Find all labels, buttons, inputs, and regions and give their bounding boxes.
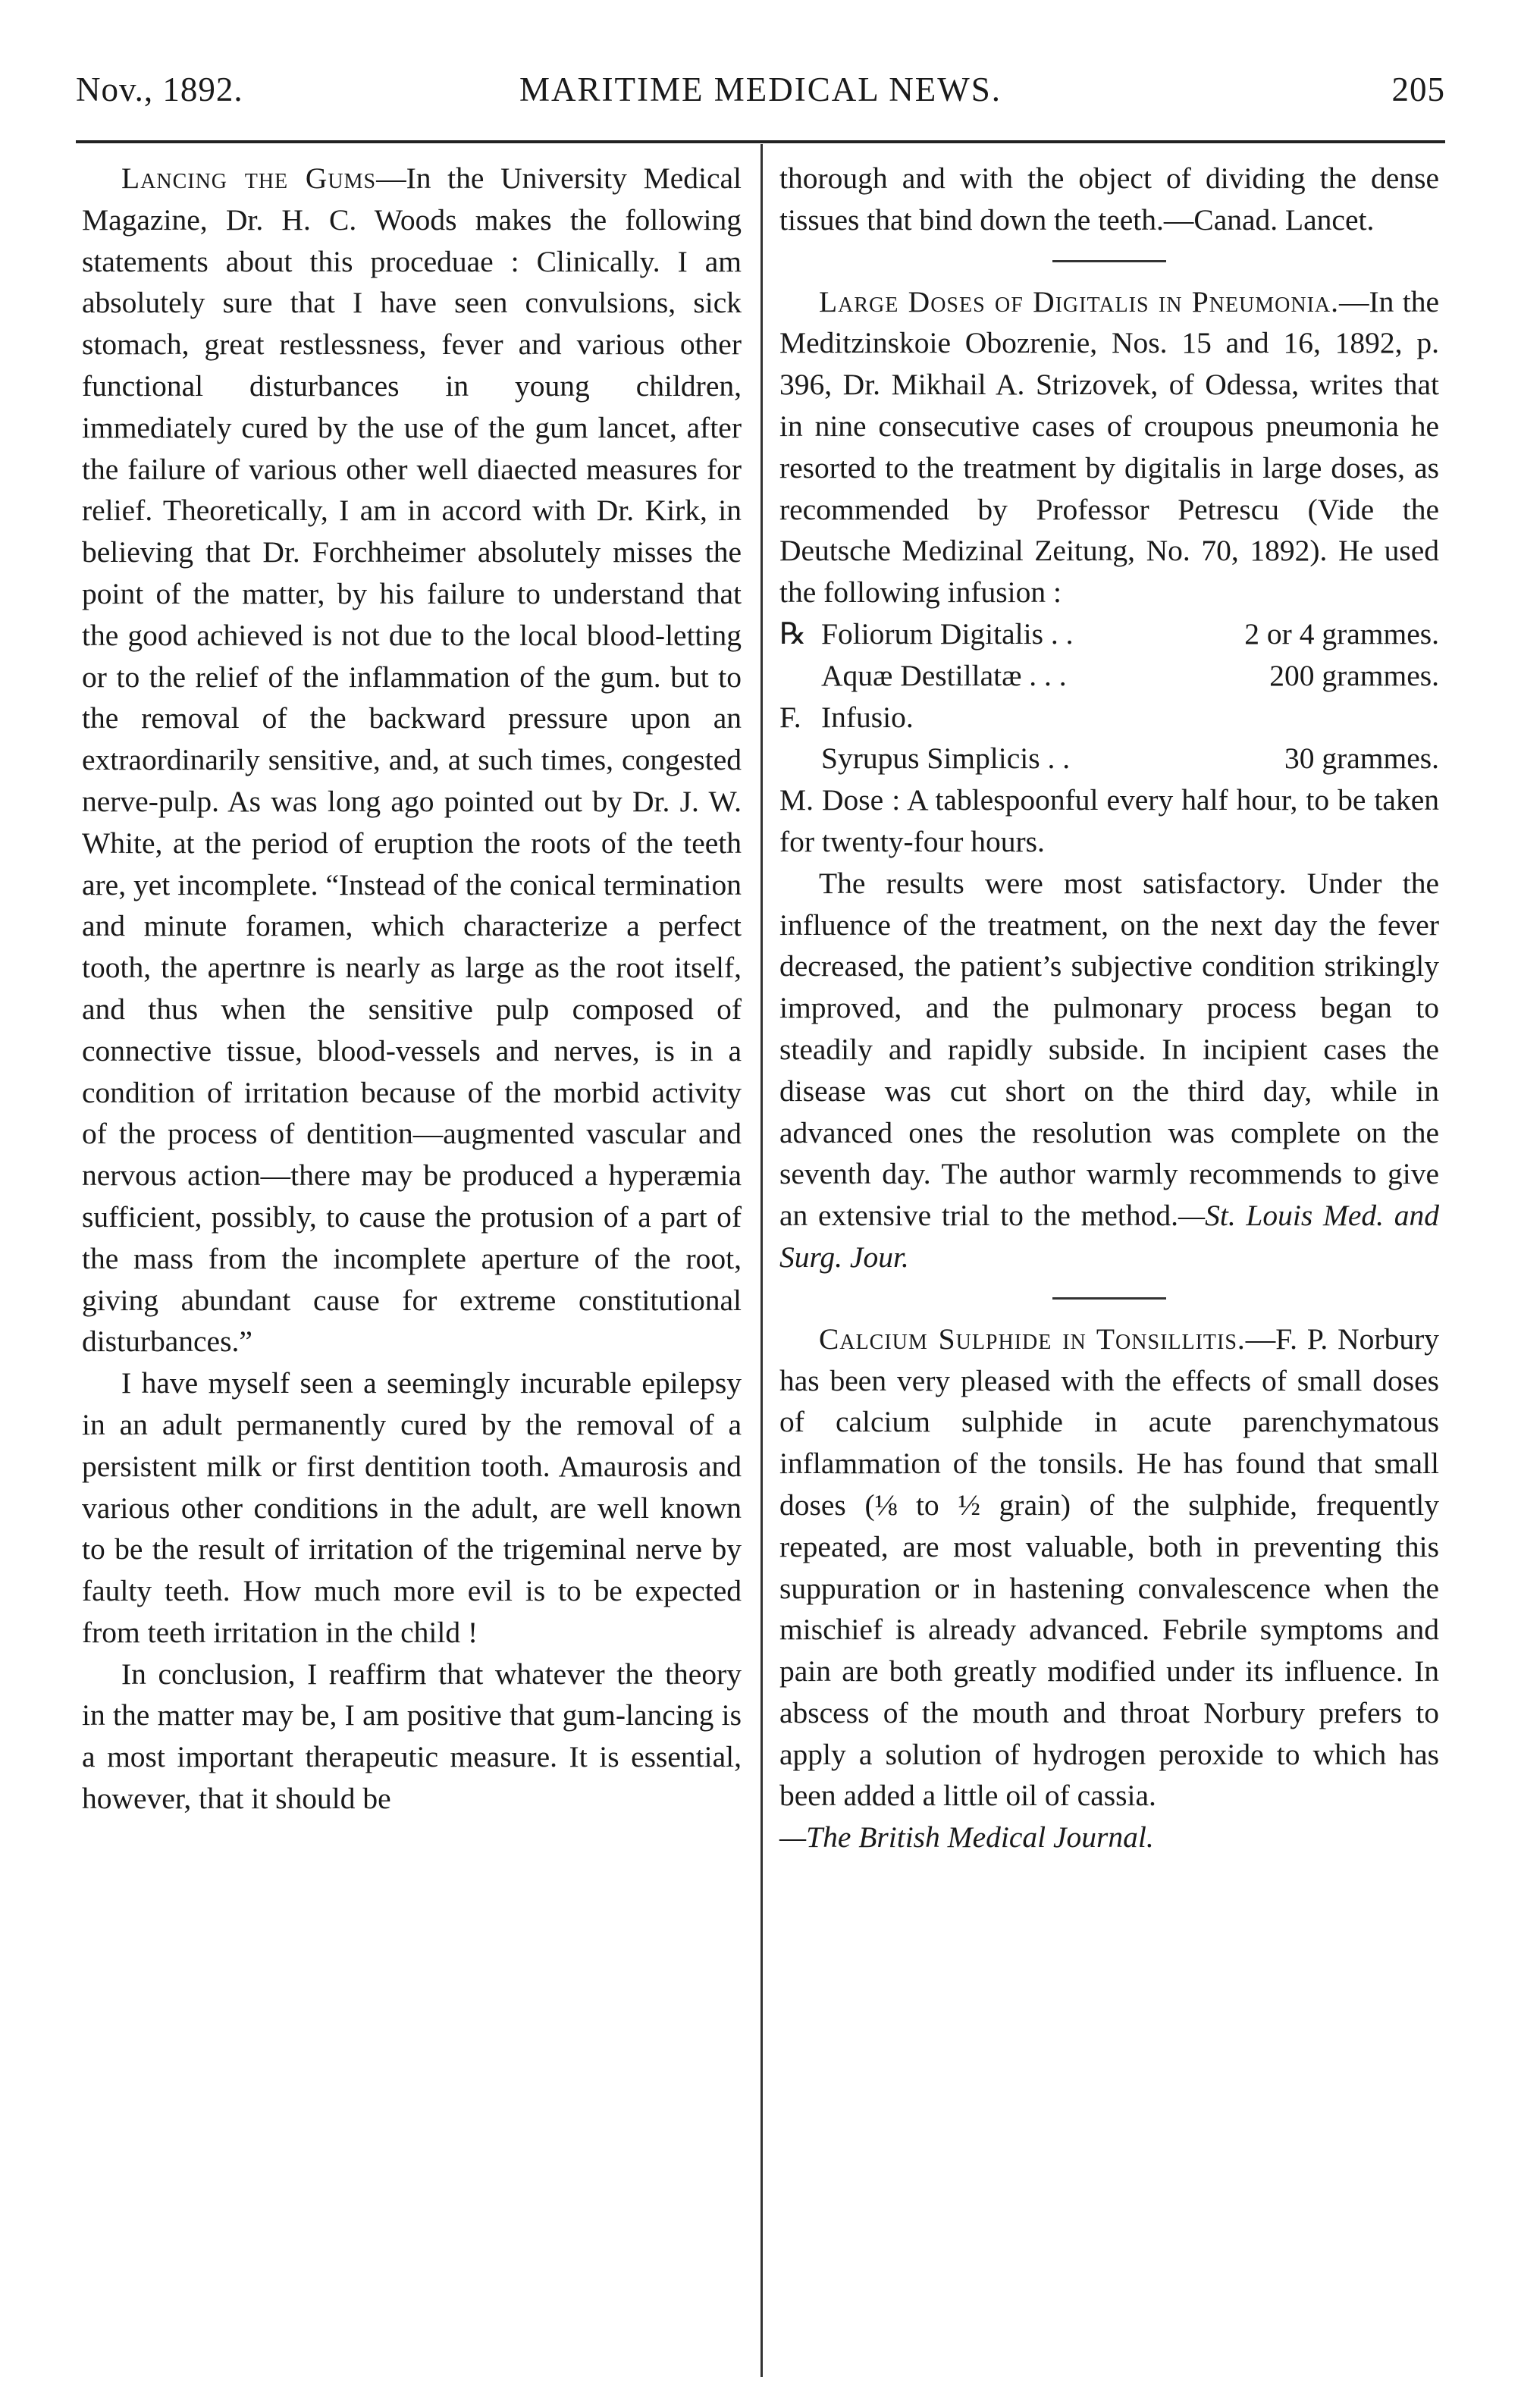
rx-amount: 30 grammes.	[1284, 742, 1439, 776]
article-calcium	[779, 1318, 1439, 1858]
rx-amount: 2 or 4 grammes.	[1244, 616, 1439, 651]
article-paragraph: I have myself seen a seemingly incurable epilepsy in an adult permanently cured by the removal of a persistent milk or first dentition tooth. Amaurosis and various other conditions in the adult, are well known to be the result of irritation of the trigeminal nerve by faulty teeth. How much more evil is to be expected from teeth irritation in the child !	[82, 1366, 742, 1649]
article-paragraph: thorough and with the object of dividing the dense tissues that bind down the teeth.—Canad. Lancet.	[779, 161, 1439, 237]
article-paragraph: —F. P. Norbury has been very pleased with the effects of small doses of calcium sulphide in acute parenchymatous inflammation of the tonsils. He has found that small doses (⅛ to ½ grain) of the sulphide, frequently repeated, are most valuable, both in preventing this suppuration or in hastening convalescence when the mischief is already advanced. Febrile symptoms and pain are both greatly modified under its influence. In abscess of the mouth and throat Norbury prefers to apply a solution of hydrogen peroxide to which has been added a little oil of cassia.	[779, 1322, 1439, 1813]
rx-symbol: ℞	[779, 616, 807, 651]
rx-ingredient: Foliorum Digitalis . .	[821, 616, 1074, 651]
article-source: —The British Medical Journal.	[779, 1820, 1154, 1855]
rx-ingredient: Infusio.	[821, 700, 914, 734]
article-heading: Lancing the Gums	[121, 161, 377, 195]
rx-dose: M. Dose : A tablespoonful every half hour, to be taken for twenty-four hours.	[779, 783, 1439, 858]
prescription-line	[779, 738, 1439, 779]
left-column	[82, 158, 742, 1820]
article-paragraph: In conclusion, I reaffirm that whatever the theory in the matter may be, I am positive that gum-lancing is a most important therapeutic measure. It is essential, however, that it should be	[82, 1657, 742, 1816]
prescription-line	[779, 613, 1439, 655]
header-rule	[76, 140, 1445, 143]
article-heading: Large Doses of Digitalis in Pneumonia.	[819, 284, 1340, 318]
article-paragraph: —In the Meditzinskoie Obozrenie, Nos. 15 and 16, 1892, p. 396, Dr. Mikhail A. Strizovek, of Odessa, writes that in nine consecutive cases of croupous pneumonia he resorted to the treatment by digitalis in large doses, as recommended by Professor Petrescu (Vide the Deutsche Medizinal Zeitung, No. 70, 1892). He used the following infusion :	[779, 284, 1439, 610]
article-paragraph: —In the University Medical Magazine, Dr. H. C. Woods makes the following statements about this proceduae : Clinically. I am absolutely sure that I have seen convulsions, sick stomach, great restlessness, fever and various other functional disturbances in young children, immediately cured by the use of the gum lancet, after the failure of various other well diaected measures for relief. Theoretically, I am in accord with Dr. Kirk, in believing that Dr. Forchheimer absolutely misses the point of the matter, by his failure to understand that the good achieved is not due to the local blood-letting or to the relief of the inflammation of the gum. but to the removal of the backward pressure upon an extraordinarily sensitive, and, at such times, congested nerve-pulp. As was long ago pointed out by Dr. J. W. White, at the period of eruption the roots of the teeth are, yet incomplete. “Instead of the conical termination and minute foramen, which characterize a perfect tooth, the apertnre is nearly as large as the root itself, and thus when the sensitive pulp composed of connective tissue, blood-vessels and nerves, is in a condition of irritation because of the morbid activity of the process of dentition—augmented vascular and nervous action—there may be produced a hyperæmia sufficient, possibly, to cause the protusion of a part of the mass from the incomplete aperture of the root, giving abundant cause for extreme constitutional disturbances.”	[82, 161, 742, 1359]
article-source: —St. Louis Med. and Surg. Jour.	[779, 1199, 1439, 1274]
rx-ingredient: Syrupus Simplicis . .	[821, 742, 1071, 776]
right-column	[779, 158, 1439, 1858]
rx-ingredient: Aquæ Destillatæ . . .	[821, 658, 1067, 692]
article-digitalis	[779, 281, 1439, 613]
journal-title: MARITIME MEDICAL NEWS.	[519, 71, 1002, 108]
section-separator	[1052, 1297, 1166, 1300]
column-divider	[760, 144, 763, 2377]
section-separator	[1052, 260, 1166, 262]
rx-amount: 200 grammes.	[1269, 658, 1439, 692]
article-lancing-gums	[82, 158, 742, 1362]
page-number: 205	[1391, 71, 1445, 108]
rx-symbol: F.	[779, 700, 801, 734]
prescription-line	[779, 655, 1439, 697]
article-digitalis-results	[779, 863, 1439, 1278]
running-head	[76, 70, 1445, 115]
issue-date: Nov., 1892.	[76, 71, 243, 108]
prescription-line	[779, 697, 1439, 738]
article-heading: Calcium Sulphide in Tonsillitis.	[819, 1322, 1246, 1356]
prescription	[779, 613, 1439, 863]
article-paragraph: The results were most satisfactory. Under the influence of the treatment, on the next day the fever decreased, the patient’s subjective condition strikingly improved, and the pulmonary process began to steadily and rapidly subside. In incipient cases the disease was cut short on the third day, while in advanced ones the resolution was complete on the seventh day. The author warmly recommends to give an extensive trial to the method.	[779, 866, 1439, 1233]
